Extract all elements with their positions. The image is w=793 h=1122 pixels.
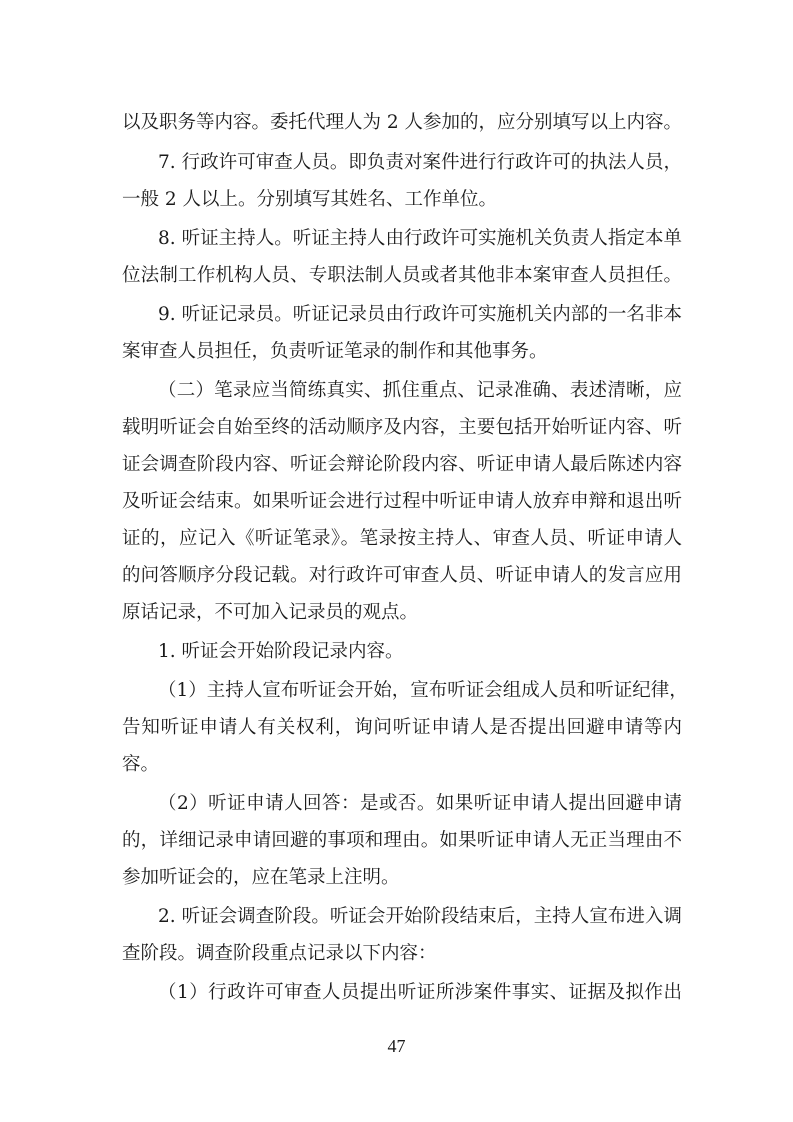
paragraph-line: 容。: [122, 754, 160, 775]
paragraph-line: 证的，应记入《听证笔录》。笔录按主持人、审查人员、听证申请人: [122, 528, 682, 549]
paragraph-line: （2）听证申请人回答：是或否。如果听证申请人提出回避申请: [158, 793, 682, 814]
paragraph-line: 告知听证申请人有关权利，询问听证申请人是否提出回避申请等内: [122, 717, 682, 738]
paragraph-line: 载明听证会自始至终的活动顺序及内容，主要包括开始听证内容、听: [122, 417, 682, 438]
paragraph-line: 参加听证会的，应在笔录上注明。: [122, 867, 400, 888]
paragraph-line: 查阶段。调查阶段重点记录以下内容：: [122, 943, 437, 964]
section-heading: 1. 听证会开始阶段记录内容。: [158, 641, 404, 662]
paragraph-line: 7. 行政许可审查人员。即负责对案件进行行政许可的执法人员，: [158, 152, 682, 173]
paragraph-line: 8. 听证主持人。听证主持人由行政许可实施机关负责人指定本单: [158, 228, 682, 249]
paragraph-line: 证会调查阶段内容、听证会辩论阶段内容、听证申请人最后陈述内容: [122, 454, 682, 475]
paragraph-line: 位法制工作机构人员、专职法制人员或者其他非本案审查人员担任。: [122, 265, 682, 286]
paragraph-line: 的，详细记录申请回避的事项和理由。如果听证申请人无正当理由不: [122, 830, 682, 851]
paragraph-line: 的问答顺序分段记载。对行政许可审查人员、听证申请人的发言应用: [122, 565, 682, 586]
paragraph-line: 9. 听证记录员。听证记录员由行政许可实施机关内部的一名非本: [158, 304, 682, 325]
paragraph-line: 案审查人员担任，负责听证笔录的制作和其他事务。: [122, 341, 548, 362]
paragraph-line: （1）行政许可审查人员提出听证所涉案件事实、证据及拟作出: [158, 982, 682, 1003]
paragraph-line: （1）主持人宣布听证会开始，宣布听证会组成人员和听证纪律，: [158, 680, 688, 701]
page-number: 47: [387, 1036, 406, 1056]
paragraph-line: （二）笔录应当简练真实、抓住重点、记录准确、表述清晰，应: [158, 380, 682, 401]
paragraph-line: 及听证会结束。如果听证会进行过程中听证申请人放弃申辩和退出听: [122, 491, 682, 512]
paragraph-line: 以及职务等内容。委托代理人为 2 人参加的，应分别填写以上内容。: [122, 112, 683, 133]
paragraph-line: 原话记录，不可加入记录员的观点。: [122, 602, 419, 623]
paragraph-line: 一般 2 人以上。分别填写其姓名、工作单位。: [122, 189, 498, 210]
paragraph-line: 2. 听证会调查阶段。听证会开始阶段结束后，主持人宣布进入调: [158, 906, 682, 927]
